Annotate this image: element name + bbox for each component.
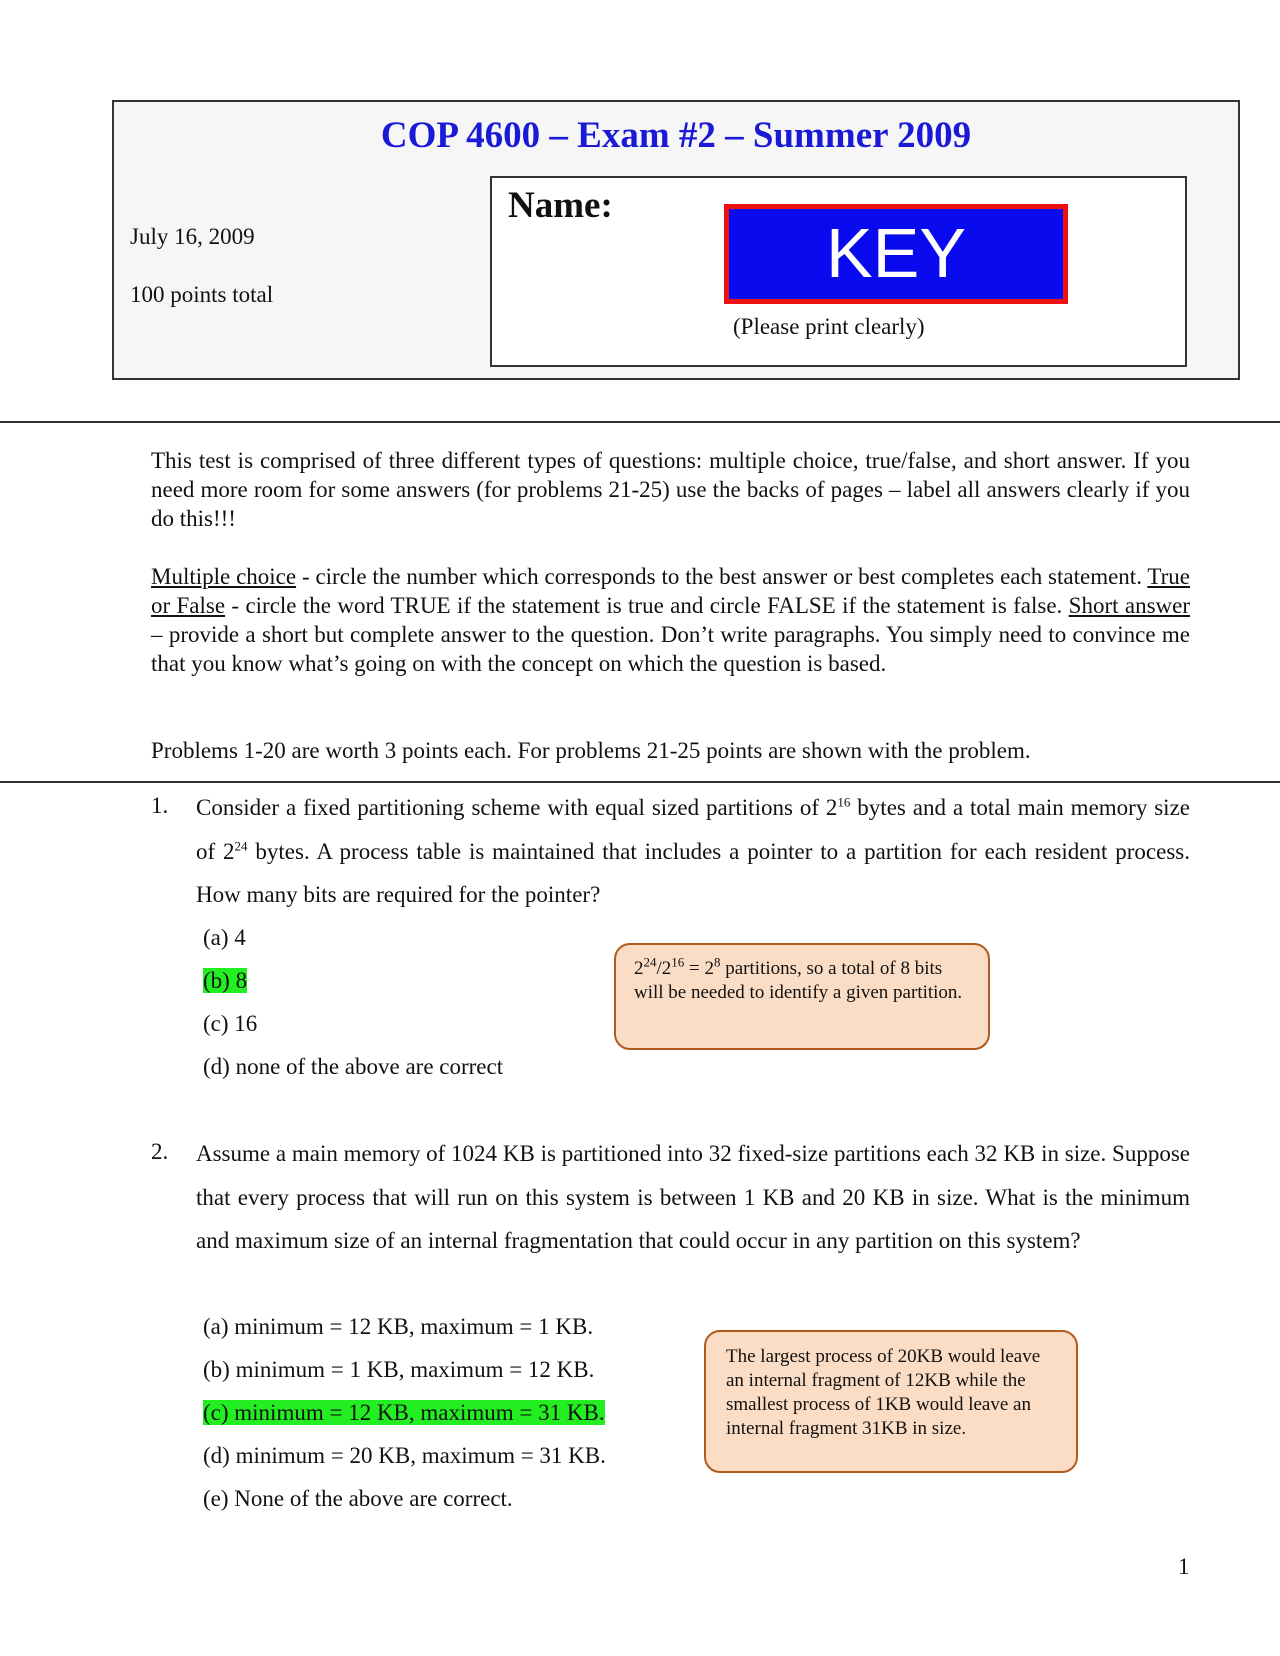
instructions-intro <box>151 446 1190 533</box>
sa-text: – provide a short but complete answer to the question. Don’t write paragraphs. You simply need to convince me that you know what’s going on with the concept on which the question is based. <box>151 622 1190 676</box>
exam-date: July 16, 2009 <box>130 224 255 249</box>
answer-option-correct: (b) 8 <box>203 968 248 993</box>
tf-text: - circle the word TRUE if the statement is true and circle FALSE if the statement is false. <box>225 593 1069 618</box>
page-number: 1 <box>1178 1554 1190 1579</box>
question-number: 1. <box>151 793 169 818</box>
divider-top <box>0 421 1280 423</box>
points-info: Problems 1-20 are worth 3 points each. For problems 21-25 points are shown with the problem. <box>151 738 1031 763</box>
answer-option: (c) 16 <box>203 1011 258 1036</box>
instructions-types <box>151 562 1190 678</box>
answer-option: (a) minimum = 12 KB, maximum = 1 KB. <box>203 1314 594 1339</box>
sa-label: Short answer <box>1068 593 1190 618</box>
exam-title: COP 4600 – Exam #2 – Summer 2009 <box>380 115 972 156</box>
name-field-box <box>490 176 1187 367</box>
exponent: 16 <box>837 794 851 810</box>
question-text: Assume a main memory of 1024 KB is partitioned into 32 fixed-size partitions each 32 KB in size. Suppose that every process that will run on this system is between 1 KB and 20 KB in size. What is the minimum and maximum size of an internal fragmentation that could occur in any partition on this system? <box>196 1141 1190 1253</box>
answer-explanation-note: The largest process of 20KB would leave an internal fragment of 12KB while the smallest process of 1KB would leave an internal fragment 31KB in size. <box>704 1330 1078 1473</box>
key-stamp: KEY <box>724 204 1068 304</box>
answer-option: (a) 4 <box>203 925 246 950</box>
question-text: Consider a fixed partitioning scheme with equal sized partitions of $2^{16}$ bytes and a total main memory size of $2^{24}$ bytes. A process table is maintained that includes a pointer to a partition for each resident process. How many bits are required for the pointer? <box>196 794 1190 907</box>
mc-label: Multiple choice <box>151 564 297 589</box>
print-note: (Please print clearly) <box>733 314 925 339</box>
name-label: Name: <box>508 185 613 226</box>
answer-option: (d) none of the above are correct <box>203 1054 504 1079</box>
exam-header <box>112 100 1240 380</box>
divider-bottom <box>0 781 1280 783</box>
exponent: 24 <box>234 837 248 853</box>
answer-option: (e) None of the above are correct. <box>203 1486 513 1511</box>
answer-explanation-note: $2^{24}/2^{16} = 2^8$ partitions, so a total of 8 bits will be needed to identify a given partition. <box>614 943 990 1050</box>
answer-option: (d) minimum = 20 KB, maximum = 31 KB. <box>203 1443 606 1468</box>
intro-text: This test is comprised of three different types of questions: multiple choice, true/false, and short answer. If you need more room for some answers (for problems 21-25) use the backs of pages – label all answers clearly if you do this!!! <box>151 448 1190 531</box>
answer-option: (b) minimum = 1 KB, maximum = 12 KB. <box>203 1357 595 1382</box>
tf-label: True or False <box>151 564 1190 618</box>
question-number: 2. <box>151 1139 169 1164</box>
points-total: 100 points total <box>130 282 274 307</box>
answer-option-correct: (c) minimum = 12 KB, maximum = 31 KB. <box>203 1400 605 1425</box>
mc-text: - circle the number which corresponds to the best answer or best completes each statement. <box>296 564 1148 589</box>
